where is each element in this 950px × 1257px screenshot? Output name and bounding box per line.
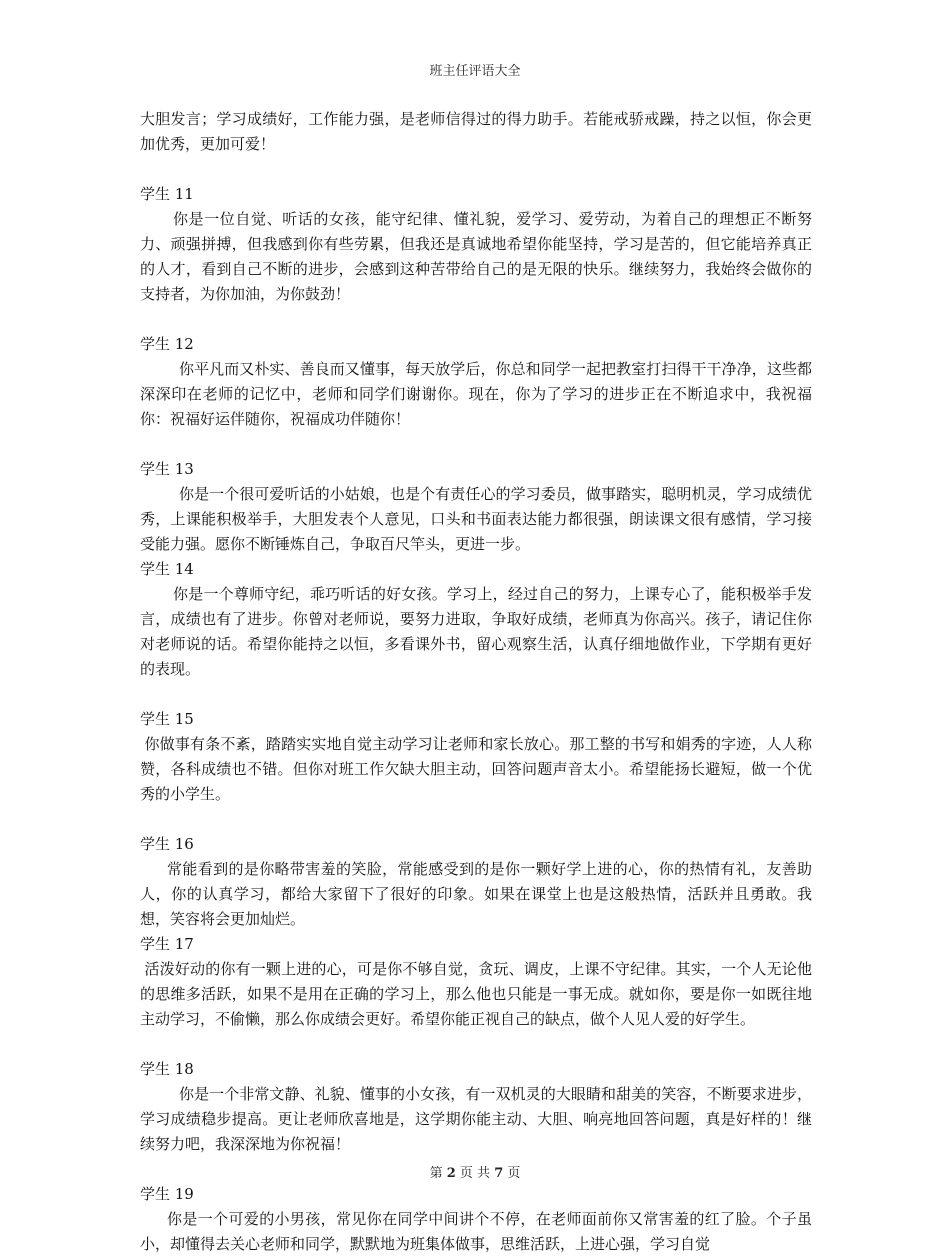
student-label: 学生 16 (140, 835, 194, 853)
document-title: 班主任评语大全 (429, 64, 521, 79)
student-label: 学生 18 (140, 1060, 194, 1078)
paragraph-gap (140, 157, 812, 182)
paragraph-gap (140, 807, 812, 832)
paragraph-gap (140, 682, 812, 707)
paragraph-gap (140, 432, 812, 457)
page-footer (0, 1162, 950, 1181)
page-number-suffix: 页 (507, 1166, 521, 1181)
student-comment: 你是一个可爱的小男孩，常见你在同学中间讲个不停，在老师面前你又常害羞的红了脸。个子虽小，却懂得去关心老师和同学，默默地为班集体做事，思维活跃，上进心强，学习自觉 (140, 1210, 812, 1253)
student-label: 学生 19 (140, 1185, 194, 1203)
student-label: 学生 11 (140, 185, 194, 203)
page-number-total: 7 (494, 1166, 504, 1181)
student-comment: 常能看到的是你略带害羞的笑脸，常能感受到的是你一颗好学上进的心，你的热情有礼，友善助人，你的认真学习，都给大家留下了很好的印象。如果在课堂上也是这般热情，活跃并且勇敢。我想，笑容将会更加灿烂。 (140, 860, 812, 928)
student-label: 学生 15 (140, 710, 194, 728)
student-comment: 你是一个非常文静、礼貌、懂事的小女孩，有一双机灵的大眼睛和甜美的笑容，不断要求进步，学习成绩稳步提高。更让老师欣喜地是，这学期你能主动、大胆、响亮地回答问题，真是好样的！继续努力吧，我深深地为你祝福！ (140, 1085, 812, 1153)
page-number-middle: 页 共 (459, 1166, 491, 1181)
student-label: 学生 17 (140, 935, 194, 953)
student-label: 学生 13 (140, 460, 194, 478)
student-comment: 你平凡而又朴实、善良而又懂事，每天放学后，你总和同学一起把教室打扫得干干净净，这些都深深印在老师的记忆中，老师和同学们谢谢你。现在，你为了学习的进步正在不断追求中，我祝福你：祝福好运伴随你，祝福成功伴随你！ (140, 360, 812, 428)
student-comment: 你是一个很可爱听话的小姑娘，也是个有责任心的学习委员，做事踏实，聪明机灵，学习成绩优秀，上课能积极举手，大胆发表个人意见，口头和书面表达能力都很强，朗读课文很有感情，学习接受能力强。愿你不断锤炼自己，争取百尺竿头，更进一步。 (140, 485, 812, 553)
student-label: 学生 12 (140, 335, 194, 353)
paragraph-gap (140, 1032, 812, 1057)
document-body (140, 107, 812, 1257)
student-comment: 你是一位自觉、听话的女孩，能守纪律、懂礼貌，爱学习、爱劳动，为着自己的理想正不断努力、顽强拼搏，但我感到你有些劳累，但我还是真诚地希望你能坚持，学习是苦的，但它能培养真正的人才，看到自己不断的进步，会感到这种苦带给自己的是无限的快乐。继续努力，我始终会做你的支持者，为你加油，为你鼓劲！ (140, 210, 812, 303)
page-number-prefix: 第 (429, 1166, 443, 1181)
student-comment: 你是一个尊师守纪，乖巧听话的好女孩。学习上，经过自己的努力，上课专心了，能积极举手发言，成绩也有了进步。你曾对老师说，要努力进取，争取好成绩，老师真为你高兴。孩子，请记住你对老师说的话。希望你能持之以恒，多看课外书，留心观察生活，认真仔细地做作业，下学期有更好的表现。 (140, 585, 812, 678)
paragraph-gap (140, 307, 812, 332)
student-comment: 活泼好动的你有一颗上进的心，可是你不够自觉，贪玩、调皮，上课不守纪律。其实，一个人无论他的思维多活跃，如果不是用在正确的学习上，那么他也只能是一事无成。就如你，要是你一如既往地主动学习，不偷懒，那么你成绩会更好。希望你能正视自己的缺点，做个人见人爱的好学生。 (140, 960, 812, 1028)
student-label: 学生 14 (140, 560, 194, 578)
page-number-current: 2 (446, 1166, 456, 1181)
student-comment: 你做事有条不紊，踏踏实实地自觉主动学习让老师和家长放心。那工整的书写和娟秀的字迹，人人称赞，各科成绩也不错。但你对班工作欠缺大胆主动，回答问题声音太小。希望能扬长避短，做一个优秀的小学生。 (140, 735, 812, 803)
intro-paragraph: 大胆发言；学习成绩好，工作能力强，是老师信得过的得力助手。若能戒骄戒躁，持之以恒，你会更加优秀，更加可爱！ (140, 110, 812, 153)
page-header (0, 60, 950, 79)
